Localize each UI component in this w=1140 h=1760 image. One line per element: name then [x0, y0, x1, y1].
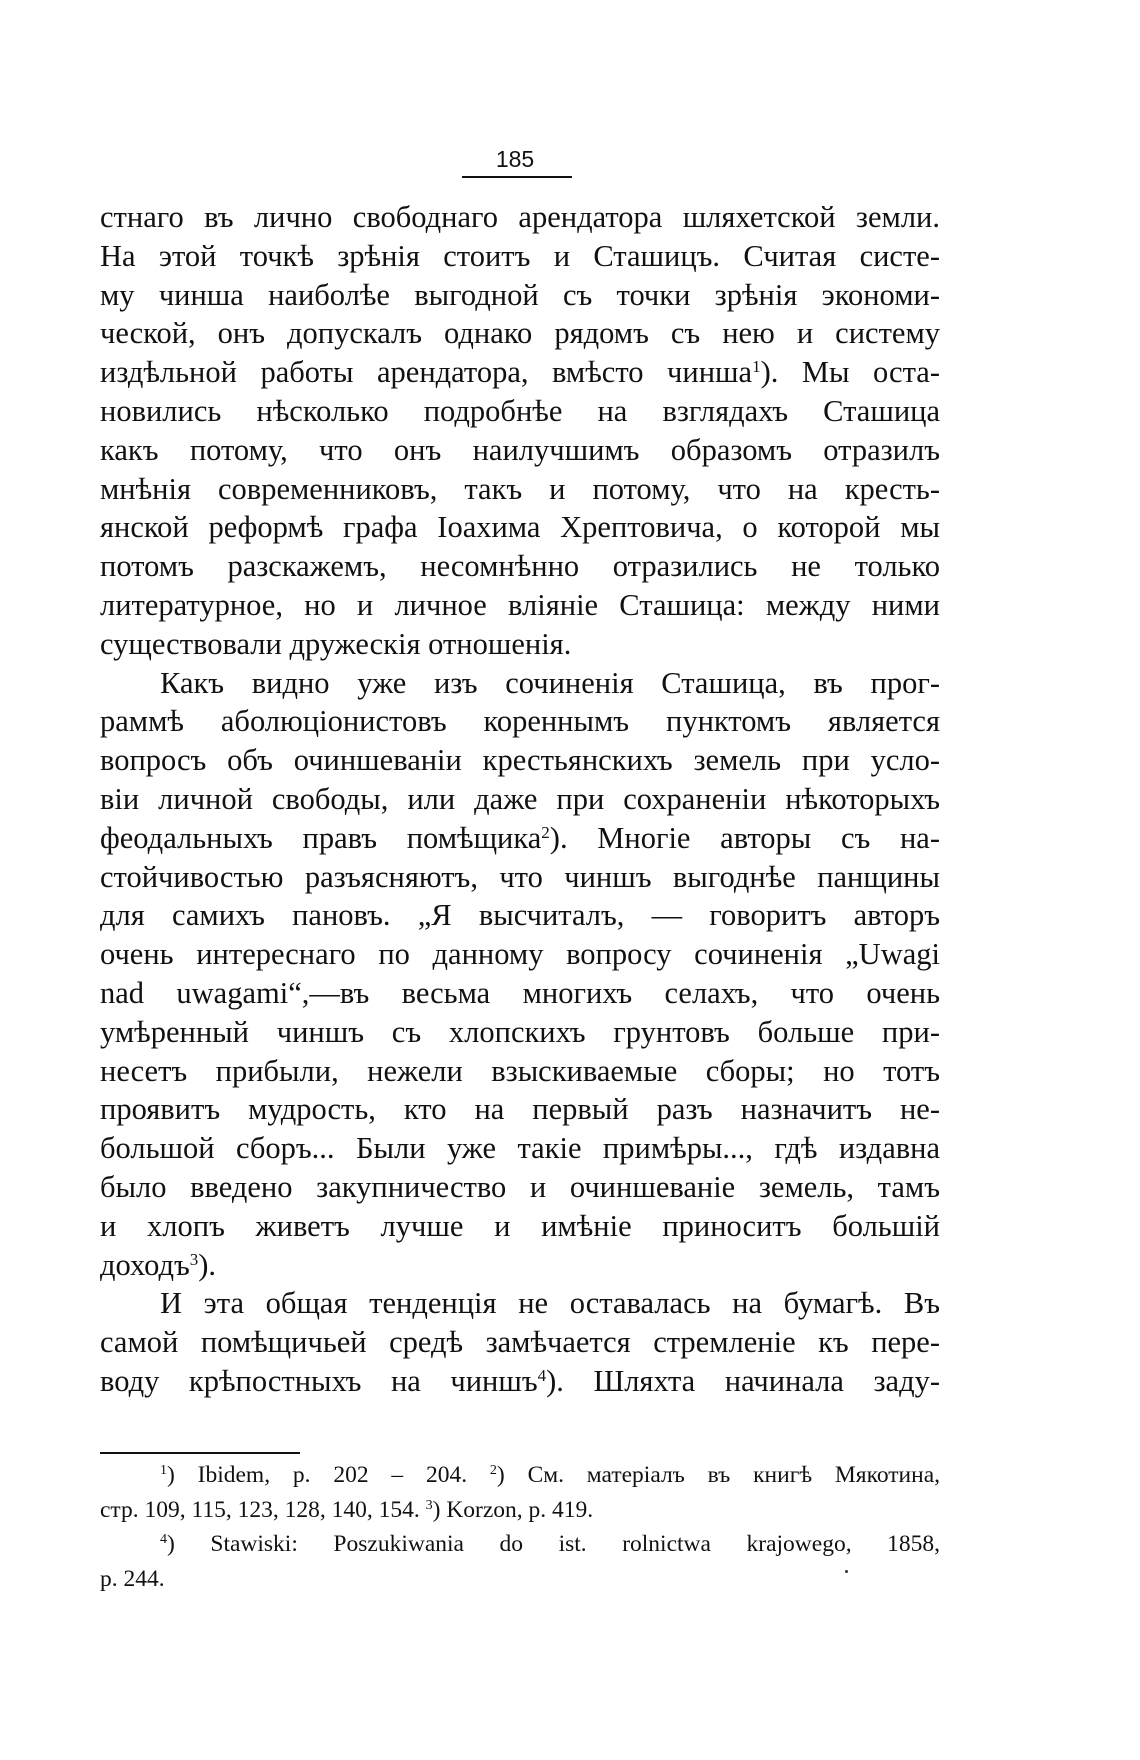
body-line — [100, 392, 940, 431]
body-line — [100, 1168, 940, 1207]
body-line — [100, 547, 940, 586]
body-line — [100, 702, 940, 741]
body-line-text: ческой, онъ допускалъ однако рядомъ съ нею и систему — [100, 316, 940, 351]
footnote-text: ) Stawiski: Poszukiwania do ist. rolnictwa krajowego, 1858, — [167, 1531, 940, 1557]
body-line-text: ). Мы оста- — [760, 355, 940, 390]
body-line-text: проявитъ мудрость, кто на первый разъ назначитъ не- — [100, 1092, 940, 1127]
body-line — [100, 1323, 940, 1362]
body-line-text: му чинша наиболѣе выгодной съ точки зрѣнія экономи- — [100, 277, 940, 312]
body-line-text: На этой точкѣ зрѣнія стоитъ и Сташицъ. Считая систе- — [100, 238, 940, 273]
body-line-text: существовали дружескія отношенія. — [100, 626, 572, 661]
body-text — [100, 198, 940, 1401]
body-line-text: большой сборъ... Были уже такіе примѣры..., гдѣ издавна — [100, 1131, 940, 1166]
body-line-text: очень интереснаго по данному вопросу сочиненія „Uwagi — [100, 937, 940, 972]
body-line-text: феодальныхъ правъ помѣщика — [100, 820, 542, 855]
footnote-marker: 2 — [541, 822, 550, 842]
body-line — [100, 470, 940, 509]
footnote-marker: 3 — [189, 1249, 199, 1269]
body-line — [100, 664, 940, 703]
footnotes — [100, 1458, 940, 1596]
body-line — [100, 896, 940, 935]
body-line — [100, 1362, 940, 1401]
page-speck — [845, 1570, 848, 1573]
body-line-text: віи личной свободы, или даже при сохраненіи нѣкоторыхъ — [100, 781, 940, 816]
body-line — [100, 858, 940, 897]
body-line-text: потомъ разскажемъ, несомнѣнно отразились не только — [100, 549, 940, 584]
body-line — [100, 431, 940, 470]
body-line-text: раммѣ аболюціонистовъ кореннымъ пунктомъ является — [100, 704, 940, 739]
body-line — [100, 741, 940, 780]
body-line — [100, 819, 940, 858]
body-line-text: литературное, но и личное вліяніе Сташица: между ними — [100, 587, 940, 622]
body-line-text: и хлопъ живетъ лучше и имѣніе приноситъ большій — [100, 1208, 940, 1243]
footnote-text: ) См. матеріалъ въ книгѣ Мякотина, — [496, 1462, 940, 1488]
body-line — [100, 1129, 940, 1168]
body-line-text: какъ потому, что онъ наилучшимъ образомъ отразилъ — [100, 432, 940, 467]
body-line — [100, 1090, 940, 1129]
body-line — [100, 276, 940, 315]
page-number: 185 — [495, 146, 535, 172]
footnote-text: ) Korzon, p. 419. — [432, 1496, 594, 1523]
body-line — [100, 1284, 940, 1323]
body-line-text: несетъ прибыли, нежели взыскиваемые сборы; но тотъ — [100, 1053, 940, 1088]
footnote-line — [100, 1562, 940, 1597]
body-line-text: ). Шляхта начинала заду- — [546, 1363, 940, 1398]
footnote-text: стр. 109, 115, 123, 128, 140, 154. — [100, 1496, 426, 1523]
body-line — [100, 974, 940, 1013]
body-line-text: ). Многіе авторы съ на- — [549, 820, 940, 855]
body-line — [100, 1013, 940, 1052]
footnote-number: 2 — [489, 1463, 497, 1478]
body-line-text: мнѣнія современниковъ, такъ и потому, что на кресть- — [100, 471, 940, 506]
body-line-text: стойчивостью разъясняютъ, что чиншъ выгоднѣе панщины — [100, 859, 940, 894]
body-line-text: доходъ — [100, 1247, 190, 1282]
page-number-rule — [462, 176, 572, 178]
body-line-text: издѣльной работы арендатора, вмѣсто чинша — [100, 355, 753, 390]
body-line — [100, 780, 940, 819]
footnote-text: p. 244. — [100, 1565, 165, 1592]
body-line-text: самой помѣщичьей средѣ замѣчается стремленіе къ пере- — [100, 1325, 940, 1360]
body-line-text: для самихъ пановъ. „Я высчиталъ, — говоритъ авторъ — [100, 898, 940, 933]
footnote-line — [100, 1458, 940, 1493]
body-line-text: стнаго въ лично свободнаго арендатора шляхетской земли. — [100, 200, 940, 234]
footnote-marker: 1 — [752, 357, 761, 377]
body-line — [100, 586, 940, 625]
body-line-text: вопросъ объ очиншеваніи крестьянскихъ земель при усло- — [100, 743, 940, 778]
body-line — [100, 1052, 940, 1091]
body-line-text: ). — [198, 1247, 217, 1282]
body-line — [100, 508, 940, 547]
footnote-number: 1 — [160, 1463, 167, 1478]
body-line-text: nad uwagami“,—въ весьма многихъ селахъ, что очень — [100, 975, 940, 1010]
body-line-text: новились нѣсколько подробнѣе на взглядахъ Сташица — [100, 393, 940, 428]
body-line-text: Какъ видно уже изъ сочиненія Сташица, въ прог- — [160, 665, 940, 700]
footnote-marker: 4 — [537, 1365, 547, 1385]
body-line — [100, 625, 940, 664]
footnote-number: 3 — [425, 1497, 433, 1513]
body-line — [100, 1246, 940, 1285]
footnote-text: ) Ibidem, p. 202 – 204. — [167, 1462, 490, 1488]
footnote-separator — [100, 1452, 300, 1454]
footnote-line — [100, 1493, 940, 1528]
body-line-text: И эта общая тенденція не оставалась на бумагѣ. Въ — [160, 1286, 940, 1321]
body-line — [100, 314, 940, 353]
footnote-number: 4 — [160, 1532, 167, 1547]
body-line — [100, 198, 940, 237]
body-line-text: янской реформѣ графа Іоахима Хрептовича, о которой мы — [100, 510, 940, 545]
body-line — [100, 935, 940, 974]
body-line — [100, 353, 940, 392]
body-line — [100, 237, 940, 276]
body-line-text: воду крѣпостныхъ на чиншъ — [100, 1363, 538, 1398]
body-line-text: умѣренный чиншъ съ хлопскихъ грунтовъ больше при- — [100, 1014, 940, 1049]
footnote-line — [100, 1527, 940, 1562]
body-line — [100, 1207, 940, 1246]
body-line-text: было введено закупничество и очиншеваніе земель, тамъ — [100, 1169, 940, 1204]
